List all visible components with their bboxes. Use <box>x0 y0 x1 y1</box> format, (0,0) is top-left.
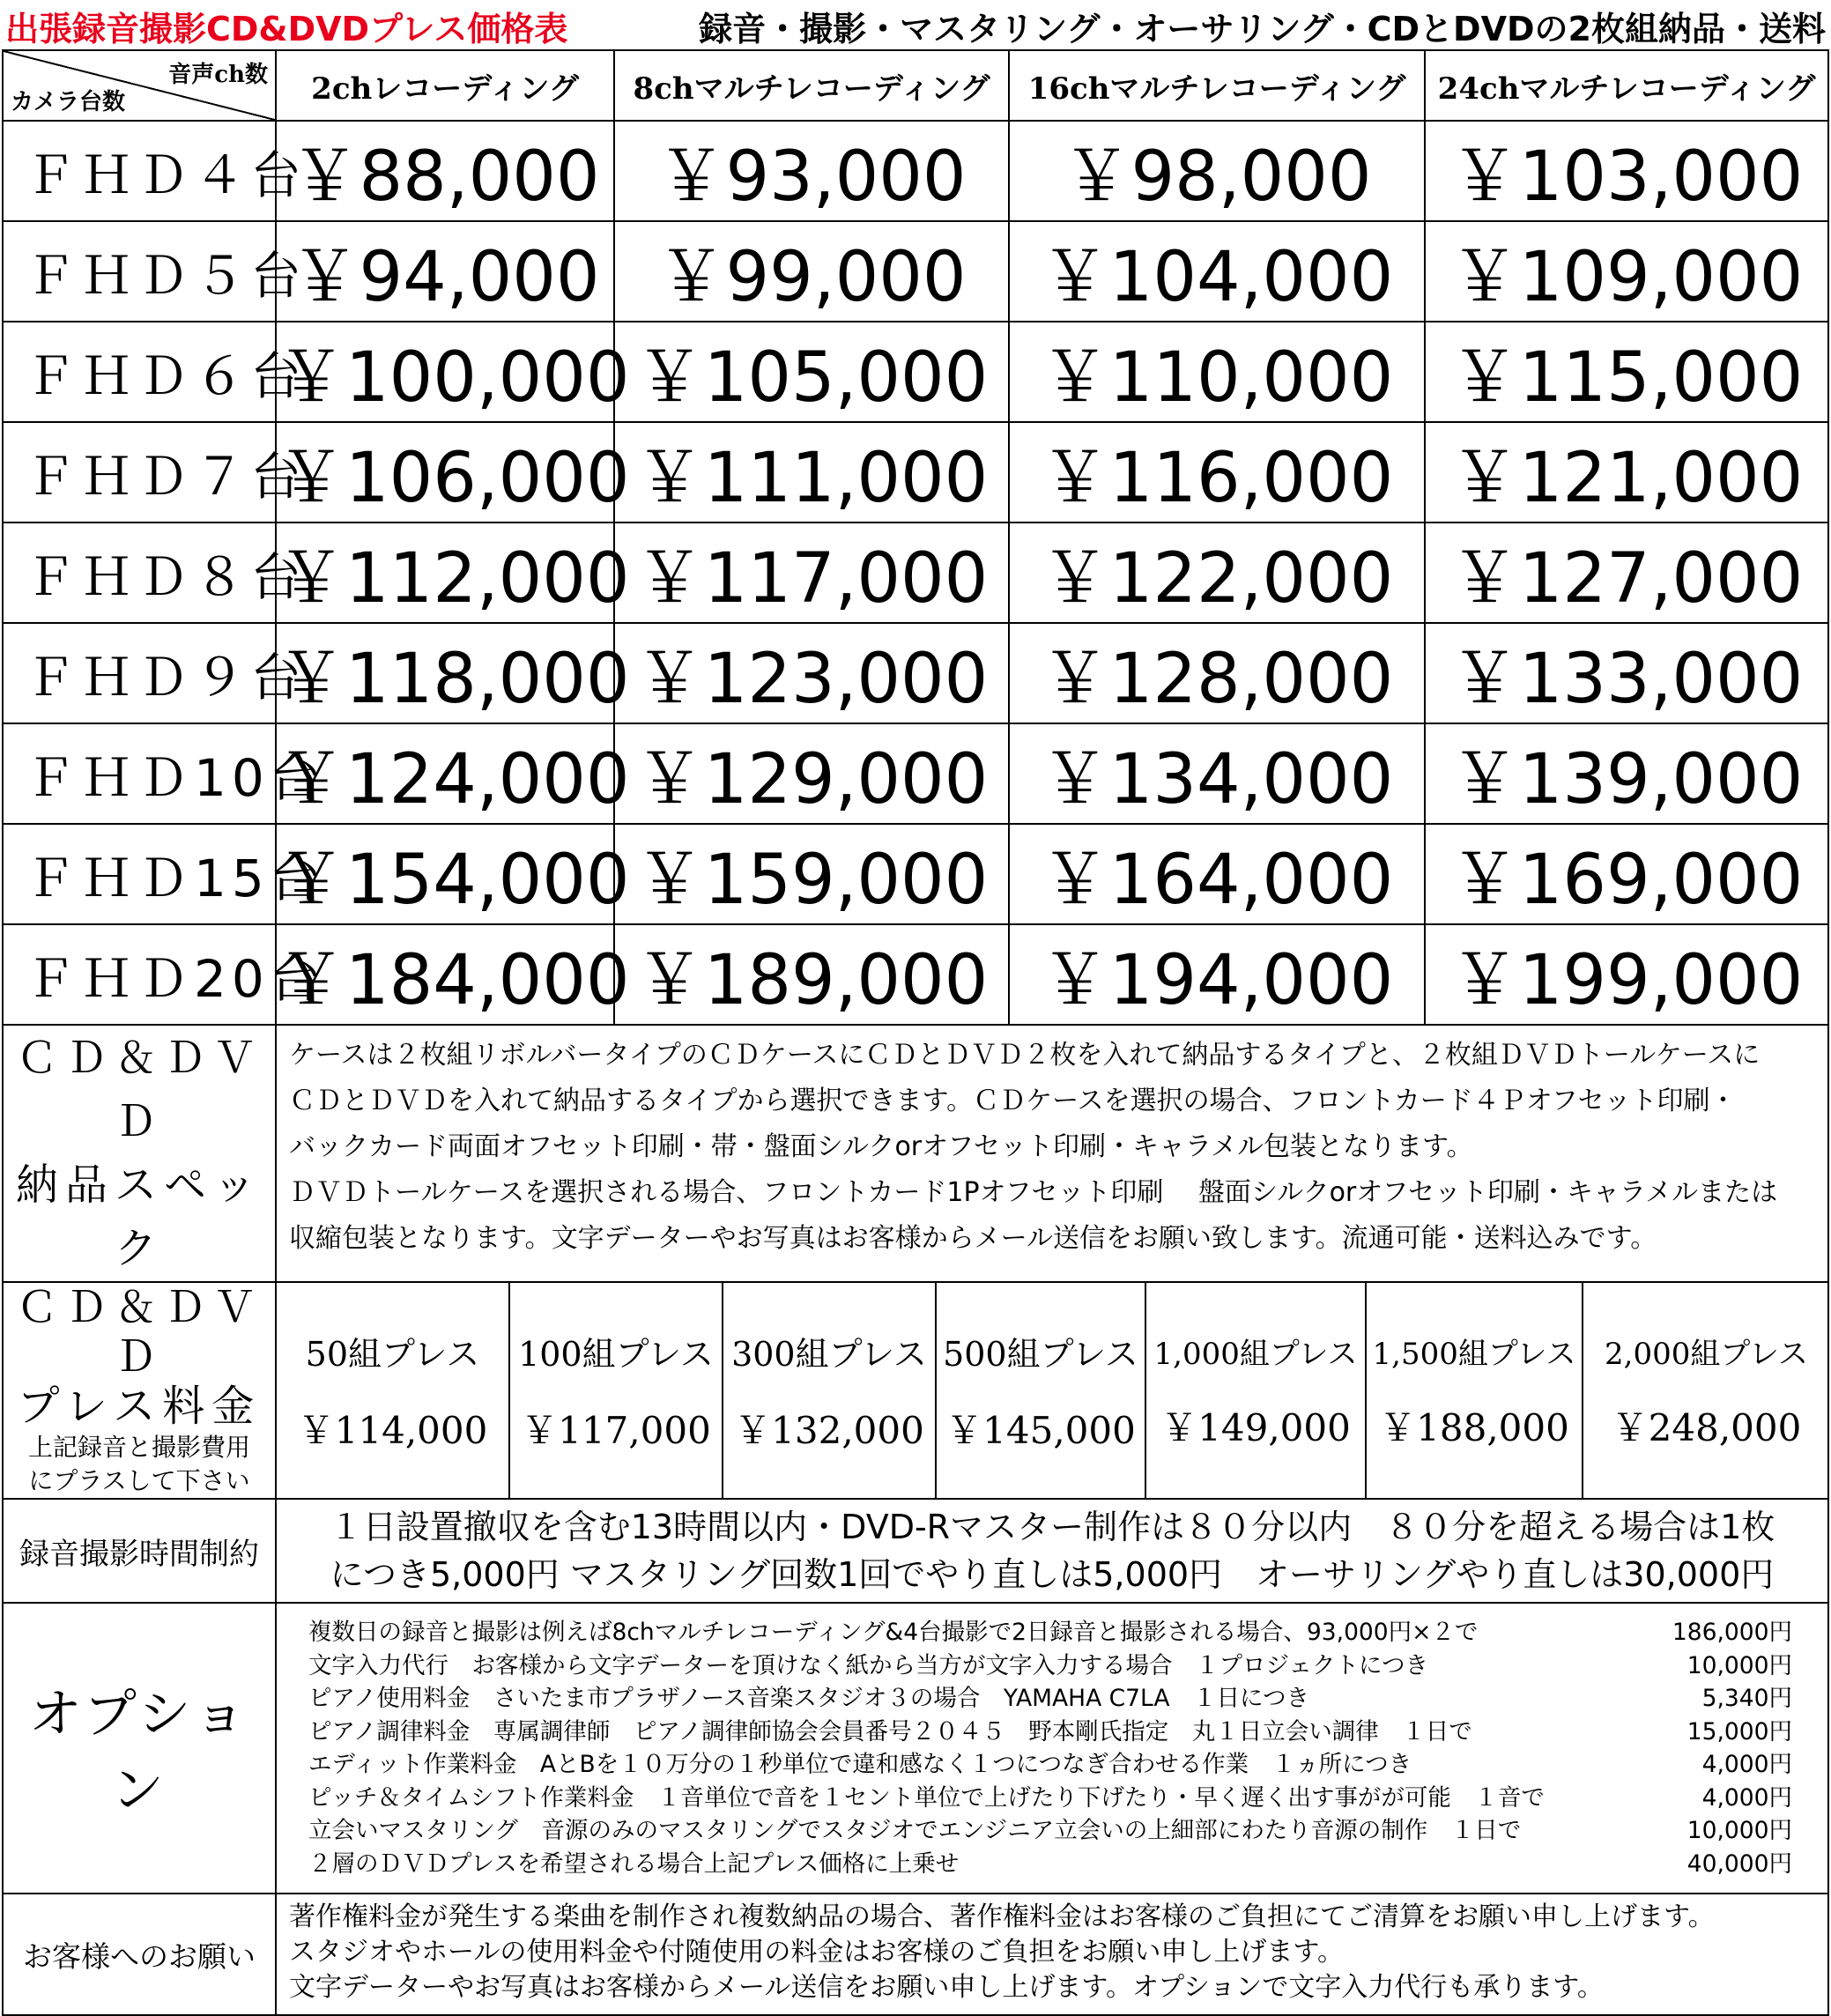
option-price: 186,000円 <box>1672 1619 1792 1646</box>
price-cell: ￥129,000 <box>614 723 1009 824</box>
price-cell: ￥189,000 <box>614 924 1009 1025</box>
option-text: 複数日の録音と撮影は例えば8chマルチレコーディング&4台撮影で2日録音と撮影される場合、93,000円×２で <box>308 1619 1479 1646</box>
camera-count-label: カメラ台数 <box>11 89 126 115</box>
request-label: お客様へのお願い <box>3 1894 276 2015</box>
price-cell: ￥154,000 <box>276 824 614 924</box>
price-cell: ￥199,000 <box>1425 924 1828 1025</box>
list-item <box>308 1649 1792 1683</box>
list-item <box>308 1616 1792 1649</box>
list-item <box>308 1814 1792 1848</box>
row-header-camera-count: ＦＨＤ10台 <box>3 723 276 824</box>
options-list <box>276 1603 1828 1894</box>
price-cell: ￥105,000 <box>614 322 1009 422</box>
row-header-camera-count: ＦＨＤ７台 <box>3 422 276 523</box>
press-price: ￥145,000 <box>945 1408 1136 1452</box>
price-cell: ￥118,000 <box>276 623 614 723</box>
option-price: 4,000円 <box>1701 1751 1792 1778</box>
price-cell: ￥122,000 <box>1009 523 1425 623</box>
table-row <box>3 824 1828 924</box>
table-row <box>3 221 1828 322</box>
option-text: 立会いマスタリング 音源のみのマスタリングでスタジオでエンジニア立会いの上細部にわたり音源の制作 １日で <box>308 1817 1522 1844</box>
price-cell: ￥164,000 <box>1009 824 1425 924</box>
press-label-line-1: ＣＤ＆ＤＶＤ <box>15 1283 263 1382</box>
column-header-16ch: 16chマルチレコーディング <box>1009 50 1425 121</box>
price-cell: ￥110,000 <box>1009 322 1425 422</box>
price-cell: ￥128,000 <box>1009 623 1425 723</box>
press-label <box>3 1282 276 1499</box>
corner-cell <box>3 50 276 121</box>
press-prices <box>276 1282 1828 1499</box>
table-row <box>3 322 1828 422</box>
list-item <box>308 1748 1792 1782</box>
spec-label-line-1: ＣＤ＆ＤＶＤ <box>15 1034 263 1146</box>
price-cell: ￥109,000 <box>1425 221 1828 322</box>
request-line: 文字データーやお写真はお客様からメール送信をお願い申し上げます。オプションで文字入力代行も承ります。 <box>289 1972 1604 2003</box>
options-label: オプション <box>3 1603 276 1894</box>
request-line: スタジオやホールの使用料金や付随使用の料金はお客様のご負担をお願い申し上げます。 <box>289 1937 1344 1968</box>
press-price: ￥248,000 <box>1611 1405 1802 1449</box>
row-header-camera-count: ＦＨＤ８台 <box>3 523 276 623</box>
press-option <box>509 1283 723 1498</box>
price-cell: ￥117,000 <box>614 523 1009 623</box>
press-option <box>1583 1283 1829 1498</box>
row-header-camera-count: ＦＨＤ４台 <box>3 121 276 221</box>
press-label-line-3: 上記録音と撮影費用 <box>27 1433 250 1462</box>
price-cell: ￥100,000 <box>276 322 614 422</box>
price-cell: ￥103,000 <box>1425 121 1828 221</box>
table-row <box>3 623 1828 723</box>
list-item <box>308 1682 1792 1716</box>
time-limit-description <box>276 1499 1828 1603</box>
option-text: ２層のＤＶＤプレスを希望される場合上記プレス価格に上乗せ <box>308 1849 960 1878</box>
press-price: ￥117,000 <box>521 1408 711 1452</box>
option-text: 文字入力代行 お客様から文字データーを頂けなく紙から当方が文字入力する場合 １プロジェクトにつき <box>308 1651 1428 1679</box>
table-row <box>3 121 1828 221</box>
option-price: 15,000円 <box>1686 1717 1792 1745</box>
option-price: 5,340円 <box>1701 1685 1792 1712</box>
row-header-camera-count: ＦＨＤ20台 <box>3 924 276 1025</box>
row-header-camera-count: ＦＨＤ15台 <box>3 824 276 924</box>
spec-row <box>3 1025 1828 1282</box>
options-row <box>3 1603 1828 1894</box>
press-label-line-2: プレス料金 <box>17 1382 262 1431</box>
option-text: エディット作業料金 AとBを１０万分の１秒単位で違和感なく１つにつなぎ合わせる作業 １ヵ所につき <box>308 1751 1412 1778</box>
option-price: 40,000円 <box>1686 1849 1792 1878</box>
press-quantity: 1,500組プレス <box>1372 1336 1576 1372</box>
press-option <box>1366 1283 1583 1498</box>
price-cell: ￥133,000 <box>1425 623 1828 723</box>
option-price: 4,000円 <box>1701 1783 1792 1812</box>
column-header-2ch: 2chレコーディング <box>276 50 614 121</box>
press-quantity: 300組プレス <box>731 1334 927 1374</box>
request-line: 著作権料金が発生する楽曲を制作され複数納品の場合、著作権料金はお客様のご負担にてご清算をお願い申し上げます。 <box>289 1901 1715 1932</box>
price-table <box>2 49 1829 2016</box>
press-price-table <box>277 1283 1829 1498</box>
spec-line: バックカード両面オフセット印刷・帯・盤面シルクorオフセット印刷・キャラメル包装となります。 <box>289 1131 1473 1162</box>
price-cell: ￥93,000 <box>614 121 1009 221</box>
list-item <box>308 1782 1792 1815</box>
price-cell: ￥134,000 <box>1009 723 1425 824</box>
press-quantity: 1,000組プレス <box>1153 1336 1358 1372</box>
audio-channels-label: 音声ch数 <box>168 62 268 88</box>
price-cell: ￥159,000 <box>614 824 1009 924</box>
spec-label-line-2: 納品スペック <box>15 1160 263 1273</box>
press-quantity: 50組プレス <box>305 1334 480 1374</box>
price-cell: ￥115,000 <box>1425 322 1828 422</box>
spec-line: ＣＤとＤＶＤを入れて納品するタイプから選択できます。ＣＤケースを選択の場合、フロントカード４Ｐオフセット印刷・ <box>289 1086 1737 1116</box>
spec-line: ケースは２枚組リボルバータイプのＣＤケースにＣＤとＤＶＤ２枚を入れて納品するタイプと、２枚組ＤＶＤトールケースに <box>289 1040 1761 1071</box>
list-item <box>308 1716 1792 1749</box>
page-header <box>5 0 1826 48</box>
press-option <box>1145 1283 1366 1498</box>
price-cell: ￥104,000 <box>1009 221 1425 322</box>
spec-description <box>276 1025 1828 1282</box>
price-cell: ￥194,000 <box>1009 924 1425 1025</box>
price-cell: ￥112,000 <box>276 523 614 623</box>
row-header-camera-count: ＦＨＤ９台 <box>3 623 276 723</box>
option-price: 10,000円 <box>1686 1817 1792 1844</box>
price-cell: ￥99,000 <box>614 221 1009 322</box>
column-header-24ch: 24chマルチレコーディング <box>1425 50 1828 121</box>
price-cell: ￥116,000 <box>1009 422 1425 523</box>
option-text: ピアノ調律料金 専属調律師 ピアノ調律師協会会員番号２０４５ 野本剛氏指定 丸１日立会い調律 １日で <box>308 1717 1472 1745</box>
price-cell: ￥88,000 <box>276 121 614 221</box>
included-services-title: 録音・撮影・マスタリング・オーサリング・CDとDVDの2枚組納品・送料 <box>699 10 1826 48</box>
price-cell: ￥98,000 <box>1009 121 1425 221</box>
price-cell: ￥123,000 <box>614 623 1009 723</box>
request-row <box>3 1894 1828 2015</box>
spec-line: ＤＶＤトールケースを選択される場合、フロントカード1Pオフセット印刷 盤面シルクorオフセット印刷・キャラメルまたは <box>289 1177 1778 1208</box>
price-cell: ￥106,000 <box>276 422 614 523</box>
row-header-camera-count: ＦＨＤ６台 <box>3 322 276 422</box>
price-cell: ￥111,000 <box>614 422 1009 523</box>
price-cell: ￥127,000 <box>1425 523 1828 623</box>
price-cell: ￥124,000 <box>276 723 614 824</box>
press-price: ￥149,000 <box>1160 1405 1351 1449</box>
table-row <box>3 422 1828 523</box>
price-list-title: 出張録音撮影CD&DVDプレス価格表 <box>5 10 568 48</box>
list-item <box>308 1848 1792 1881</box>
press-option <box>277 1283 509 1498</box>
press-quantity: 2,000組プレス <box>1605 1336 1808 1372</box>
table-row <box>3 523 1828 623</box>
table-row <box>3 924 1828 1025</box>
press-option <box>723 1283 936 1498</box>
press-quantity: 100組プレス <box>518 1334 714 1374</box>
time-limit-label: 録音撮影時間制約 <box>3 1499 276 1603</box>
spec-line: 収縮包装となります。文字データーやお写真はお客様からメール送信をお願い致します。流通可能・送料込みです。 <box>289 1223 1657 1254</box>
request-description <box>276 1894 1828 2015</box>
press-price: ￥132,000 <box>734 1408 924 1452</box>
column-header-row <box>3 50 1828 121</box>
price-cell: ￥169,000 <box>1425 824 1828 924</box>
price-cell: ￥184,000 <box>276 924 614 1025</box>
press-option <box>936 1283 1145 1498</box>
option-text: ピアノ使用料金 さいたま市プラザノース音楽スタジオ３の場合 YAMAHA C7LA １日につき <box>308 1685 1309 1712</box>
table-row <box>3 723 1828 824</box>
press-label-line-4: にプラスして下さい <box>28 1466 250 1495</box>
time-limit-line: につき5,000円 マスタリング回数1回でやり直しは5,000円 オーサリングやり直しは30,000円 <box>330 1555 1775 1594</box>
column-header-8ch: 8chマルチレコーディング <box>614 50 1009 121</box>
option-price: 10,000円 <box>1686 1651 1792 1679</box>
press-quantity: 500組プレス <box>943 1334 1138 1374</box>
price-cell: ￥139,000 <box>1425 723 1828 824</box>
press-price: ￥114,000 <box>297 1408 488 1452</box>
row-header-camera-count: ＦＨＤ５台 <box>3 221 276 322</box>
press-row <box>3 1282 1828 1499</box>
spec-label <box>3 1025 276 1282</box>
time-limit-line: １日設置撤収を含む13時間以内・DVD-Rマスター制作は８０分以内 ８０分を超える場合は1枚 <box>329 1508 1775 1546</box>
time-limit-row <box>3 1499 1828 1603</box>
price-cell: ￥94,000 <box>276 221 614 322</box>
price-cell: ￥121,000 <box>1425 422 1828 523</box>
option-text: ピッチ＆タイムシフト作業料金 １音単位で音を１セント単位で上げたり下げたり・早く遅く出す事がが可能 １音で <box>308 1783 1545 1812</box>
press-price: ￥188,000 <box>1379 1405 1569 1449</box>
